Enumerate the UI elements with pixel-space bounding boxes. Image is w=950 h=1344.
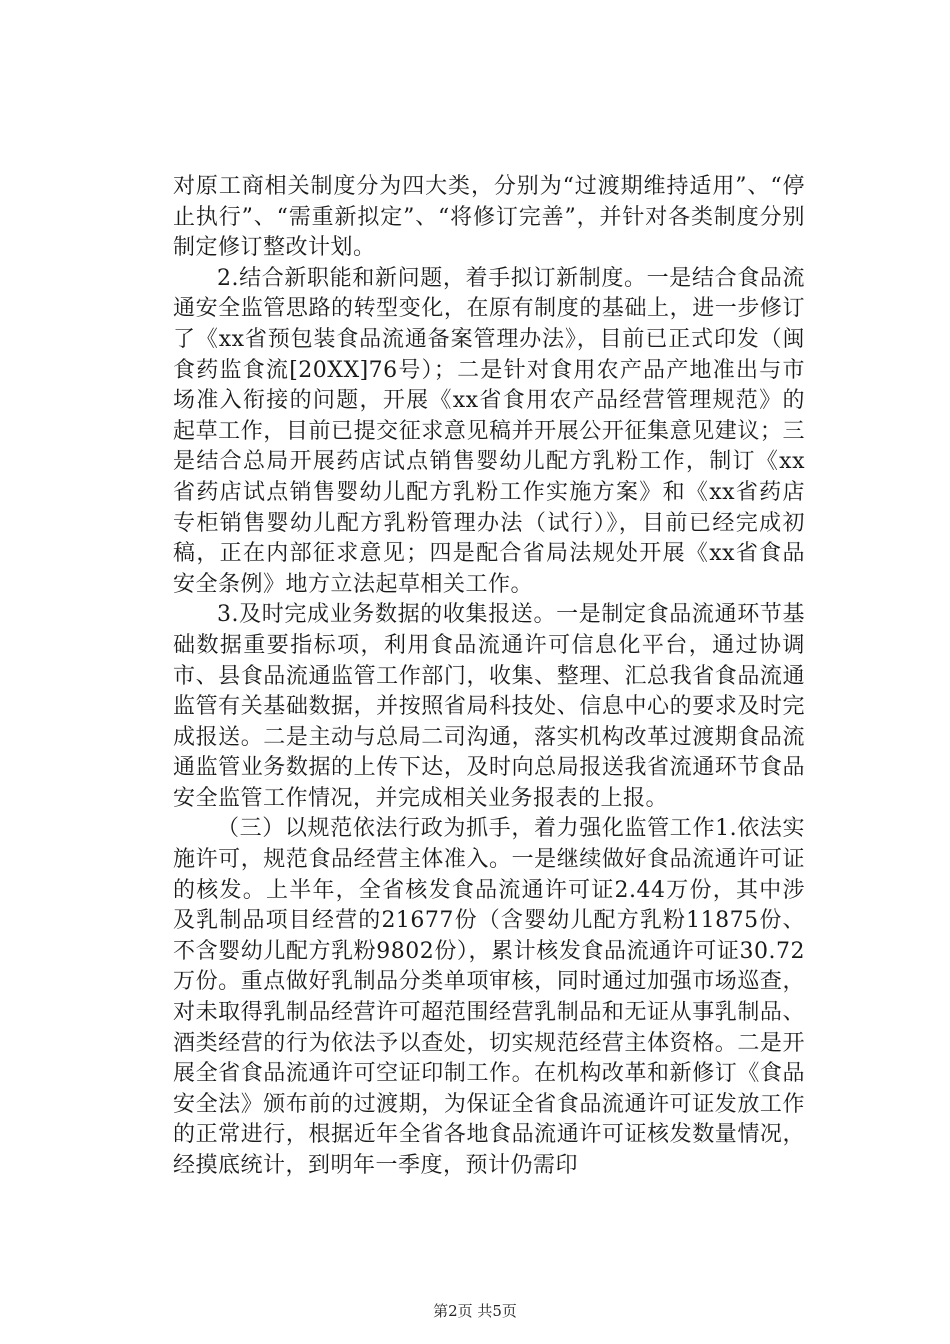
paragraph-p3: 3.及时完成业务数据的收集报送。一是制定食品流通环节基础数据重要指标项，利用食品流通许可信息化平台，通过协调市、县食品流通监管工作部门，收集、整理、汇总我省食品流通监管有关基础数据，并按照省局科技处、信息中心的要求及时完成报送。二是主动与总局二司沟通，落实机构改革过渡期食品流通监管业务数据的上传下达，及时向总局报送我省流通环节食品安全监管工作情况，并完成相关业务报表的上报。 — [173, 602, 805, 811]
page-number-footer: 第2页 共5页 — [433, 1302, 517, 1320]
paragraph-p2: 2.结合新职能和新问题，着手拟订新制度。一是结合食品流通安全监管思路的转型变化，在原有制度的基础上，进一步修订了《xx省预包装食品流通备案管理办法》，目前已正式印发（闽食药监食流[20XX]76号）；二是针对食用农产品产地准出与市场准入衔接的问题，开展《xx省食用农产品经营管理规范》的起草工作，目前已提交征求意见稿并开展公开征集意见建议；三是结合总局开展药店试点销售婴幼儿配方乳粉工作，制订《xx省药店试点销售婴幼儿配方乳粉工作实施方案》和《xx省药店专柜销售婴幼儿配方乳粉管理办法（试行）》，目前已经完成初稿，正在内部征求意见；四是配合省局法规处开展《xx省食品安全条例》地方立法起草相关工作。 — [173, 265, 805, 597]
paragraph-p4: （三）以规范依法行政为抓手，着力强化监管工作1.依法实施许可，规范食品经营主体准入。一是继续做好食品流通许可证的核发。上半年，全省核发食品流通许可证2.44万份，其中涉及乳制品项目经营的21677份（含婴幼儿配方乳粉11875份、不含婴幼儿配方乳粉9802份），累计核发食品流通许可证30.72万份。重点做好乳制品分类单项审核，同时通过加强市场巡查，对未取得乳制品经营许可超范围经营乳制品和无证从事乳制品、酒类经营的行为依法予以查处，切实规范经营主体资格。二是开展全省食品流通许可空证印制工作。在机构改革和新修订《食品安全法》颁布前的过渡期，为保证全省食品流通许可证发放工作的正常进行，根据近年全省各地食品流通许可证核发数量情况，经摸底统计，到明年一季度，预计仍需印 — [173, 816, 805, 1178]
paragraph-p1: 对原工商相关制度分为四大类，分别为“过渡期维持适用”、“停止执行”、“需重新拟定”、“将修订完善”，并针对各类制度分别制定修订整改计划。 — [173, 174, 805, 261]
document-body — [173, 172, 805, 1182]
